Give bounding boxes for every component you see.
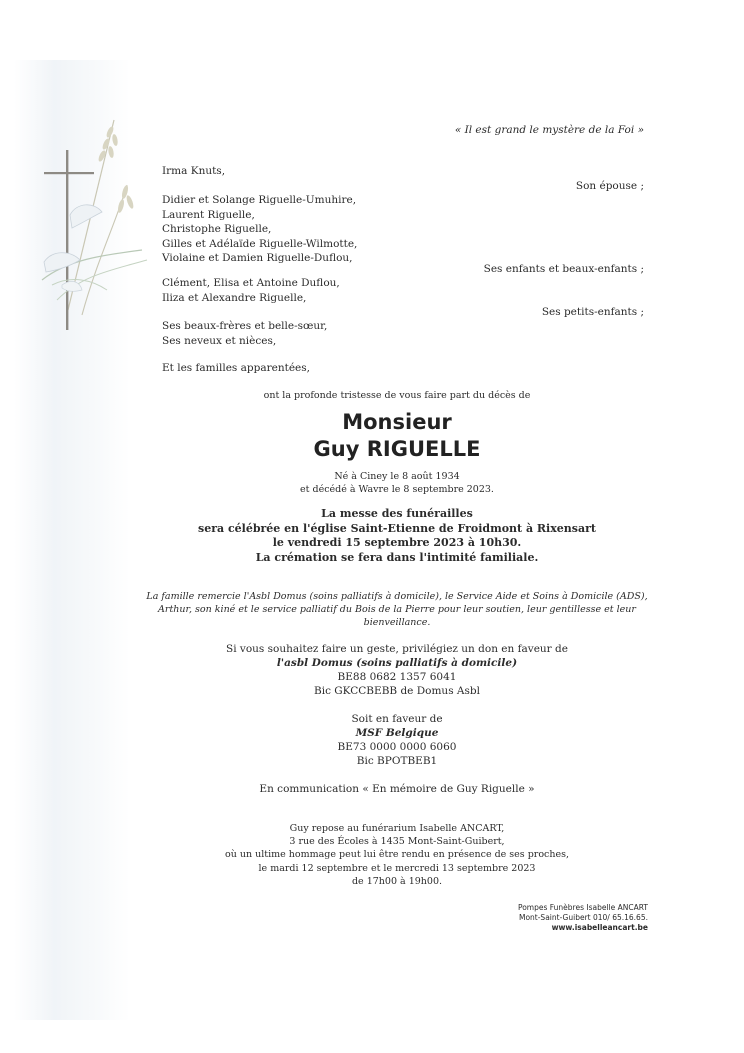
donation-or: Soit en faveur de [351,713,443,725]
funeral-home-line: 3 rue des Écoles à 1435 Mont-Saint-Guibert, [289,836,505,848]
donation-iban-2: BE73 0000 0000 6060 [337,741,457,753]
list-item: Ses neveux et nièces, [162,334,277,347]
list-item: Laurent Riguelle, [162,208,255,221]
thanks-line: La famille remercie l'Asbl Domus (soins palliatifs à domicile), le Service Aide et Soins à Domicile (ADS), [146,591,648,602]
mass-line: La messe des funérailles [321,507,473,520]
list-item: Violaine et Damien Riguelle-Duflou, [162,252,353,265]
funeral-home-line: Guy repose au funérarium Isabelle ANCART, [289,823,505,834]
thanks-line: Arthur, son kiné et le service palliatif du Bois de la Pierre pour leur soutien, leur gentillesse et leur [158,604,636,615]
quote: « Il est grand le mystère de la Foi » [454,124,644,136]
donation-bic-2: Bic BPOTBEB1 [356,755,438,767]
funeral-home-line: de 17h00 à 19h00. [351,875,443,887]
donation-org-2: MSF Belgique [355,727,439,739]
mass-line: le vendredi 15 septembre 2023 à 10h30. [272,536,522,549]
donation-bic-1: Bic GKCCBEBB de Domus Asbl [314,685,480,697]
list-item: Iliza et Alexandre Riguelle, [162,291,307,304]
donation-org-1: l'asbl Domus (soins palliatifs à domicile) [276,657,518,669]
list-item: Clément, Elisa et Antoine Duflou, [162,277,340,289]
cross-lily-wheat-icon [22,110,152,360]
spouse-name: Irma Knuts, [162,165,226,177]
funeral-home-line: le mardi 12 septembre et le mercredi 13 septembre 2023 [258,862,536,874]
death-info: et décédé à Wavre le 8 septembre 2023. [300,484,494,495]
funeral-director-footer [518,903,648,933]
mass-line: La crémation se fera dans l'intimité familiale. [255,550,539,564]
children-role: Ses enfants et beaux-enfants ; [483,263,644,275]
thanks-line: bienveillance. [363,617,431,628]
footer-website: www.isabelleancart.be [551,923,648,932]
spouse-role: Son épouse ; [575,180,644,192]
mass-line: sera célébrée en l'église Saint-Etienne de Froidmont à Rixensart [198,521,596,535]
list-item: Gilles et Adélaïde Riguelle-Wilmotte, [162,237,358,250]
list-item: Ses beaux-frères et belle-sœur, [162,320,328,332]
list-item: Christophe Riguelle, [162,223,272,236]
thanks-paragraph [0,590,744,629]
relatives: Et les familles apparentées, [162,362,310,374]
footer-phone: Mont-Saint-Guibert 010/ 65.16.65. [518,913,648,922]
donation-intro: Si vous souhaitez faire un geste, privilégiez un don en faveur de [226,643,568,655]
in-laws-list [162,319,327,348]
deceased-name: Guy RIGUELLE [313,437,481,461]
grandchildren-role: Ses petits-enfants ; [541,306,644,318]
mass-info [0,507,744,565]
birth-info: Né à Ciney le 8 août 1934 [334,471,460,482]
funeral-home-info [0,822,744,888]
deceased-title: Monsieur [342,410,452,434]
announcement: ont la profonde tristesse de vous faire part du décès de [263,390,531,401]
list-item: Didier et Solange Riguelle-Umuhire, [162,194,357,206]
children-list [162,193,357,266]
funeral-home-line: où un ultime hommage peut lui être rendu en présence de ses proches, [224,849,569,861]
donation-communication: En communication « En mémoire de Guy Riguelle » [259,783,535,795]
grandchildren-list [162,276,340,305]
donation-iban-1: BE88 0682 1357 6041 [337,671,457,683]
footer-company: Pompes Funèbres Isabelle ANCART [517,903,648,912]
